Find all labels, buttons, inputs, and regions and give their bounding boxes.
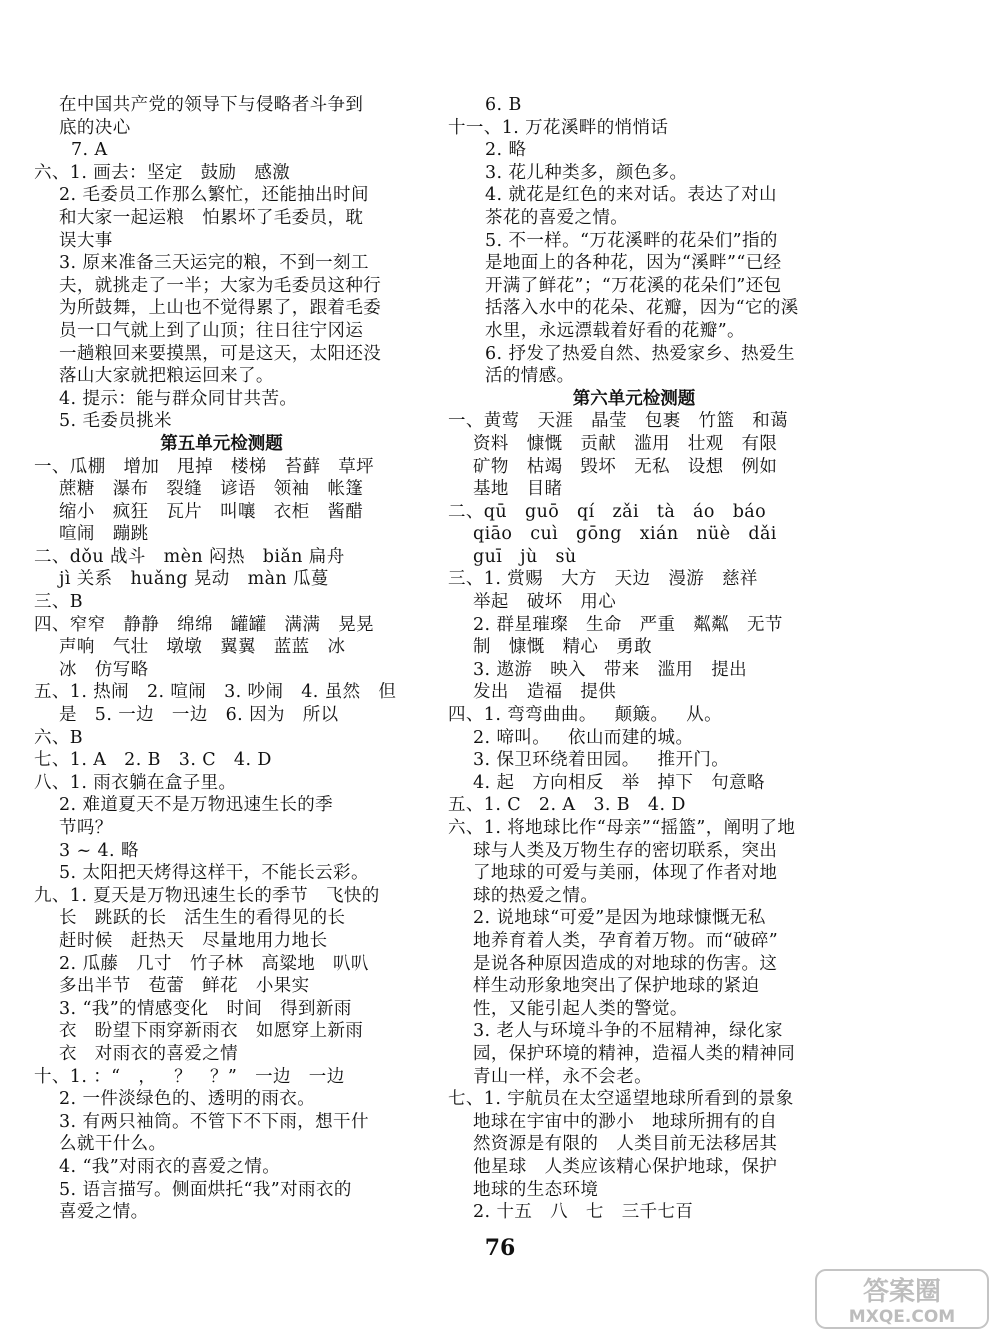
answer-line: 4. 起 方向相反 举 掉下 句意略 (473, 772, 765, 793)
answer-line: 3. 老人与环境斗争的不屈精神，绿化家 (473, 1021, 783, 1042)
section-heading: 第五单元检测题 (160, 433, 283, 454)
answer-line: 是说各种原因造成的对地球的伤害。这 (473, 953, 778, 974)
answer-line: 十、1. ：“ ， ？ ？” 一边 一边 (34, 1066, 345, 1087)
answer-line: 地养育着人类，孕育着万物。而“破碎” (473, 930, 779, 951)
answer-line: 4. 提示：能与群众同甘共苦。 (59, 388, 298, 409)
answer-line: 三、1. 赏赐 大方 天边 漫游 慈祥 (448, 569, 758, 590)
answer-line: 矿物 枯竭 毁坏 无私 设想 例如 (473, 456, 778, 477)
answer-line: 5. 不一样。“万花溪畔的花朵们”指的 (485, 230, 778, 251)
answer-line: 3. 遨游 映入 带来 滥用 提出 (473, 659, 748, 680)
answer-line: 一、瓜棚 增加 甩掉 楼梯 苔藓 草坪 (34, 456, 375, 477)
answer-line: 落山大家就把粮运回来了。 (59, 366, 274, 387)
answer-line: 发出 造福 提供 (473, 682, 617, 703)
answer-line: 资料 慷慨 贡献 滥用 壮观 有限 (473, 433, 778, 454)
answer-line: 开满了鲜花”；“万花溪的花朵们”还包 (485, 275, 782, 296)
answer-line: 3. 有两只袖筒。不管下不下雨，想干什 (59, 1111, 369, 1132)
answer-line: 2. 略 (485, 140, 527, 161)
answer-line: 八、1. 雨衣躺在盒子里。 (34, 772, 237, 793)
answer-line: 十一、1. 万花溪畔的悄悄话 (448, 117, 669, 138)
answer-line: 是 5. 一边 一边 6. 因为 所以 (59, 705, 339, 726)
answer-line: 样生动形象地突出了保护地球的紧迫 (473, 976, 760, 997)
answer-line: 5. 太阳把天烤得这样干，不能长云彩。 (59, 863, 369, 884)
answer-line: 四、窄窄 静静 绵绵 罐罐 满满 晃晃 (34, 614, 375, 635)
answer-line: 五、1. 热闹 2. 喧闹 3. 吵闹 4. 虽然 但 (34, 682, 397, 703)
answer-line: 地球的生态环境 (473, 1179, 599, 1200)
answer-line: 一、黄莺 天涯 晶莹 包裹 竹篮 和蔼 (448, 411, 789, 432)
answer-line: 衣 盼望下雨穿新雨衣 如愿穿上新雨 (59, 1021, 364, 1042)
answer-line: 九、1. 夏天是万物迅速生长的季节 飞快的 (34, 885, 380, 906)
answer-line: 4. “我”对雨衣的喜爱之情。 (59, 1156, 281, 1177)
answer-line: 缩小 疯狂 瓦片 叫嚷 衣柜 酱醋 (59, 501, 364, 522)
answer-line: 底的决心 (59, 117, 131, 138)
answer-line: 水里，永远漂载着好看的花瓣”。 (485, 320, 745, 341)
answer-line: 多出半节 苞蕾 鲜花 小果实 (59, 976, 310, 997)
answer-line: guī jù sù (473, 546, 577, 567)
right-column (448, 94, 820, 1224)
answer-line: 2. 群星璀璨 生命 严重 粼粼 无节 (473, 614, 783, 635)
answer-line: 2. 毛委员工作那么繁忙，还能抽出时间 (59, 185, 369, 206)
answer-line: 2. 一件淡绿色的、透明的雨衣。 (59, 1089, 316, 1110)
answer-line: qiāo cuì gōng xián nüè dǎi (473, 524, 777, 545)
watermark-logo (814, 1268, 990, 1330)
answer-line: 赶时候 赶热天 尽量地用力地长 (59, 930, 328, 951)
answer-line: 七、1. 宇航员在太空遥望地球所看到的景象 (448, 1089, 794, 1110)
answer-line: 冰 仿写略 (59, 659, 149, 680)
answer-line: 然资源是有限的 人类目前无法移居其 (473, 1134, 778, 1155)
answer-line: 一趟粮回来要摸黑，可是这天，太阳还没 (59, 343, 382, 364)
answer-line: 员一口气就上到了山顶；往日往宁冈运 (59, 320, 364, 341)
answer-line: 6. B (485, 95, 522, 115)
answer-line: 蔗糖 瀑布 裂缝 谚语 领袖 帐篷 (59, 479, 364, 500)
answer-line: 3. 花儿种类多，颜色多。 (485, 162, 688, 183)
watermark-logo-graphic (814, 1268, 990, 1330)
answer-line: 茶花的喜爱之情。 (485, 207, 629, 228)
answer-line: 他星球 人类应该精心保护地球，保护 (473, 1156, 778, 1177)
answer-line: 长 跳跃的长 活生生的看得见的长 (59, 908, 346, 929)
answer-line: 四、1. 弯弯曲曲。 颠簸。 从。 (448, 705, 723, 726)
answer-line: 4. 就花是红色的来对话。表达了对山 (485, 185, 777, 206)
answer-line: 7. A (71, 140, 108, 161)
answer-line: 在中国共产党的领导下与侵略者斗争到 (59, 95, 364, 115)
answer-line: 三、B (34, 592, 84, 613)
answer-line: 为所鼓舞，上山也不觉得累了，跟着毛委 (59, 298, 382, 319)
answer-line: 2. 难道夏天不是万物迅速生长的季 (59, 795, 334, 816)
answer-line: 六、B (34, 727, 84, 748)
page-number: 76 (484, 1235, 516, 1261)
answer-line: 声响 气壮 墩墩 翼翼 蓝蓝 冰 (59, 637, 346, 658)
answer-line: 二、dǒu 战斗 mèn 闷热 biǎn 扁舟 (34, 546, 345, 567)
svg-text:答案圈: 答案圈 (862, 1277, 942, 1307)
answer-line: 和大家一起运粮 怕累坏了毛委员，耽 (59, 207, 364, 228)
answer-line: 举起 破坏 用心 (473, 592, 617, 613)
answer-line: 节吗？ (59, 818, 113, 838)
answer-line: 5. 毛委员挑米 (59, 411, 172, 432)
answer-line: 2. 瓜藤 几寸 竹子林 高粱地 叭叭 (59, 953, 369, 974)
answer-line: 园，保护环境的精神，造福人类的精神同 (473, 1043, 796, 1064)
answer-line: 衣 对雨衣的喜爱之情 (59, 1043, 238, 1064)
answer-line: 地球在宇宙中的渺小 地球所拥有的自 (473, 1111, 778, 1132)
answer-line: 活的情感。 (485, 366, 575, 387)
answer-line: 七、1. A 2. B 3. C 4. D (34, 750, 272, 771)
answer-line: 3. 原来准备三天运完的粮，不到一刻工 (59, 253, 369, 274)
answer-line: 2. 说地球“可爱”是因为地球慷慨无私 (473, 908, 766, 929)
answer-line: 五、1. C 2. A 3. B 4. D (448, 795, 686, 816)
answer-line: 制 慷慨 精心 勇敢 (473, 637, 652, 658)
answer-line: 括落入水中的花朵、花瓣，因为“它的溪 (485, 298, 799, 319)
answer-line: 2. 十五 八 七 三千七百 (473, 1202, 694, 1223)
answer-line: 6. 抒发了热爱自然、热爱家乡、热爱生 (485, 343, 795, 364)
answer-line: 六、1. 将地球比作“母亲”“摇篮”，阐明了地 (448, 818, 796, 838)
answer-line: 是地面上的各种花，因为“溪畔”“已经 (485, 253, 782, 274)
answer-line: 二、qū guō qí zǎi tà áo báo (448, 501, 767, 522)
answer-line: 3. “我”的情感变化 时间 得到新雨 (59, 998, 352, 1019)
answer-line: 喜爱之情。 (59, 1202, 149, 1223)
answer-line: 了地球的可爱与美丽，体现了作者对地 (473, 863, 778, 884)
answer-line: 喧闹 蹦跳 (59, 524, 149, 545)
answer-line: 么就干什么。 (59, 1134, 167, 1155)
answer-line: 2. 啼叫。 依山而建的城。 (473, 727, 694, 748)
answer-line: 青山一样，永不会老。 (473, 1066, 652, 1087)
answer-line: 3 ~ 4. 略 (59, 840, 139, 861)
answer-line: 3. 保卫环绕着田园。 推开门。 (473, 750, 730, 771)
answer-line: jì 关系 huǎng 晃动 màn 瓜蔓 (59, 569, 329, 590)
answer-line: 基地 目睹 (473, 479, 563, 500)
answer-line: 性，又能引起人类的警觉。 (473, 998, 688, 1019)
answer-line: 夫，就挑走了一半；大家为毛委员这种行 (59, 275, 382, 296)
section-heading: 第六单元检测题 (572, 388, 696, 409)
left-column (34, 94, 409, 1224)
answer-line: 球与人类及万物生存的密切联系，突出 (473, 840, 778, 861)
svg-text:MXQE.COM: MXQE.COM (848, 1307, 956, 1327)
answer-line: 误大事 (59, 230, 113, 251)
answer-line: 球的热爱之情。 (473, 885, 599, 906)
answer-line: 5. 语言描写。侧面烘托“我”对雨衣的 (59, 1179, 352, 1200)
answer-line: 六、1. 画去：坚定 鼓励 感激 (34, 162, 291, 183)
